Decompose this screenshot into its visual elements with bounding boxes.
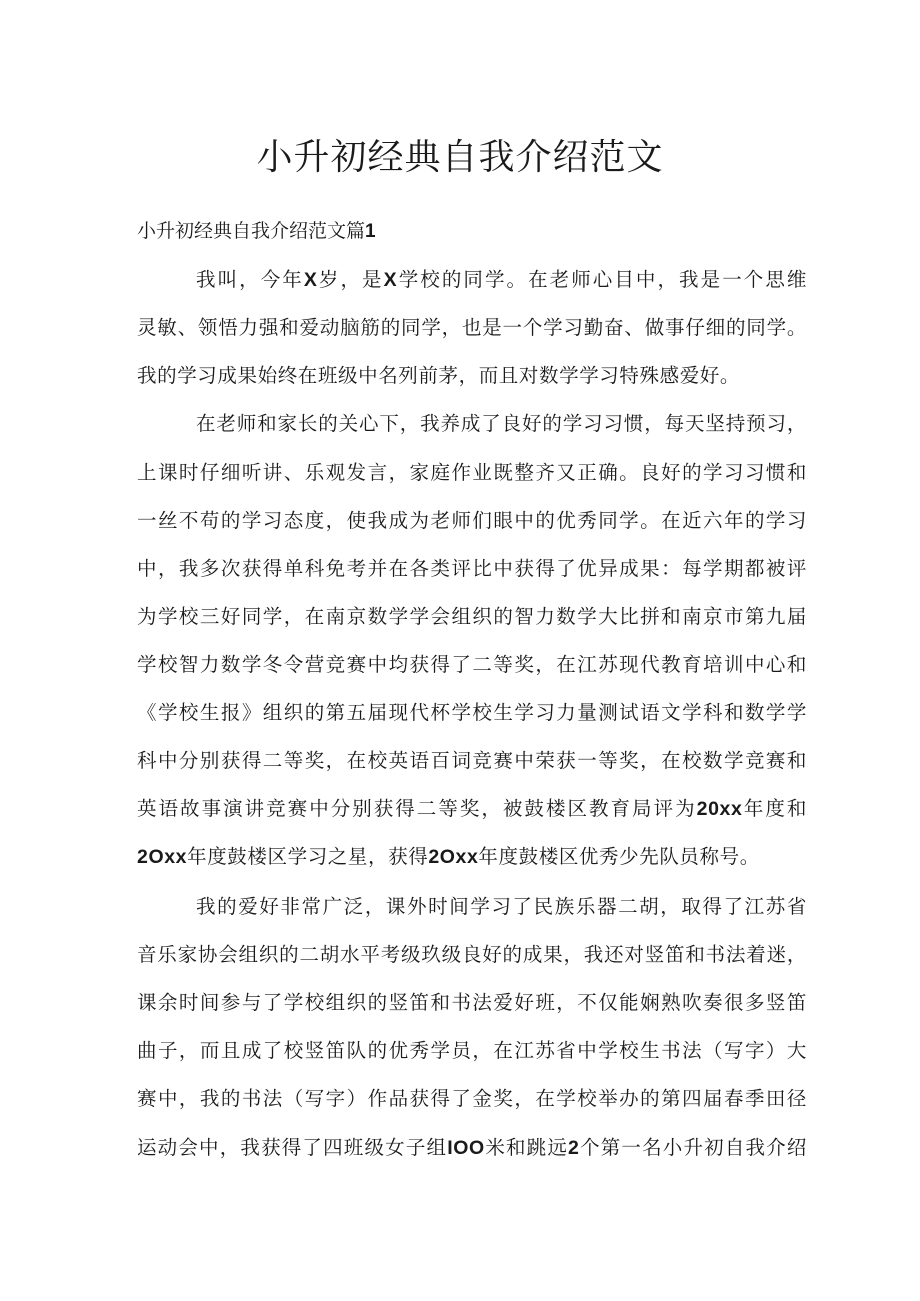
paragraph-3-line-4: 曲子，而且成了校竖笛队的优秀学员，在江苏省中学校生书法（写字）大 <box>137 1039 807 1062</box>
paragraph-3-line-3: 课余时间参与了学校组织的竖笛和书法爱好班，不仅能娴熟吹奏很多竖笛 <box>137 991 807 1014</box>
document-title: 小升初经典自我介绍范文 <box>256 137 664 178</box>
paragraph-3-line-5: 赛中，我的书法（写字）作品获得了金奖，在学校举办的第四届春季田径 <box>137 1087 807 1110</box>
paragraph-3-line-2: 音乐家协会组织的二胡水平考级玖级良好的成果，我还对竖笛和书法着迷， <box>137 943 807 966</box>
paragraph-2-line-1: 在老师和家长的关心下，我养成了良好的学习习惯，每天坚持预习， <box>196 412 807 435</box>
paragraph-2-line-8: 科中分别获得二等奖，在校英语百词竞赛中荣获一等奖，在校数学竞赛和 <box>137 749 807 772</box>
paragraph-2-line-6: 学校智力数学冬令营竞赛中均获得了二等奖，在江苏现代教育培训中心和 <box>137 653 807 676</box>
paragraph-2-line-9: 英语故事演讲竞赛中分别获得二等奖，被鼓楼区教育局评为20xx年度和 <box>137 797 807 820</box>
paragraph-2-line-2: 上课时仔细听讲、乐观发言，家庭作业既整齐又正确。良好的学习习惯和 <box>137 461 807 484</box>
paragraph-3-line-1: 我的爱好非常广泛，课外时间学习了民族乐器二胡，取得了江苏省 <box>196 895 807 918</box>
paragraph-1-line-2: 灵敏、领悟力强和爱动脑筋的同学，也是一个学习勤奋、做事仔细的同学。 <box>137 316 807 339</box>
paragraph-2-line-5: 为学校三好同学，在南京数学学会组织的智力数学大比拼和南京市第九届 <box>137 605 807 628</box>
paragraph-2-line-3: 一丝不苟的学习态度，使我成为老师们眼中的优秀同学。在近六年的学习 <box>137 509 807 532</box>
paragraph-1-line-3: 我的学习成果始终在班级中名列前茅，而且对数学学习特殊感爱好。 <box>137 364 741 387</box>
paragraph-1-line-1: 我叫，今年X岁，是X学校的同学。在老师心目中，我是一个思维 <box>196 268 807 291</box>
paragraph-2-line-10: 2Oxx年度鼓楼区学习之星，获得2Oxx年度鼓楼区优秀少先队员称号。 <box>137 845 760 868</box>
paragraph-2-line-7: 《学校生报》组织的第五届现代杯学校生学习力量测试语文学科和数学学 <box>137 701 807 724</box>
paragraph-3-line-6: 运动会中，我获得了四班级女子组IOO米和跳远2个第一名小升初自我介绍 <box>137 1136 807 1159</box>
section-heading: 小升初经典自我介绍范文篇1 <box>137 220 376 242</box>
paragraph-2-line-4: 中，我多次获得单科免考并在各类评比中获得了优异成果：每学期都被评 <box>137 557 807 580</box>
